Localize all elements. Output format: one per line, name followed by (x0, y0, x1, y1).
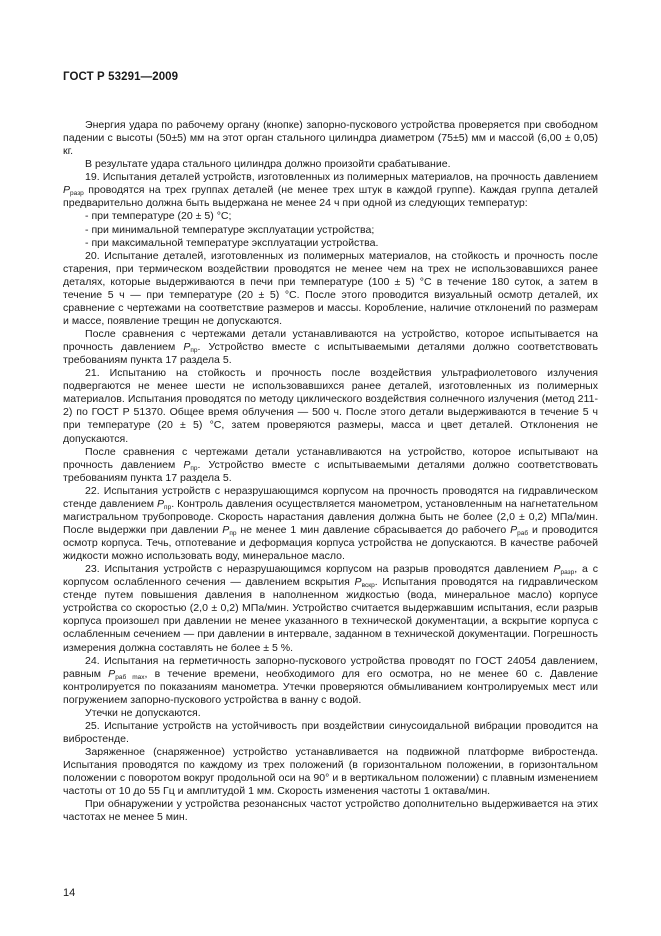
paragraph: Заряженное (снаряженное) устройство устанавливается на подвижной платформе вибростенда. Испытания проводятся по каждому из трех положений (в горизонтальном положении, в горизонтальном положении с поворотом вокруг продольной оси на 90° и в вертикальном положении) с плавным изменением частоты от 10 до 55 Гц и амплитудой 1 мм. Скорость изменения частоты 1 октава/мин. (63, 746, 598, 798)
list-item: - при температуре (20 ± 5) °С; (85, 210, 232, 223)
pressure-subscript: пр (190, 347, 198, 355)
pressure-subscript: пр (229, 529, 237, 537)
pressure-subscript: вскр (361, 582, 375, 590)
page-number: 14 (63, 887, 76, 899)
page-footer (63, 887, 75, 899)
paragraph-item-25: 25. Испытание устройств на устойчивость при воздействии синусоидальной вибрации проводится на вибростенде. (63, 719, 598, 745)
paragraph: Энергия удара по рабочему органу (кнопке) запорно-пускового устройства проверяется при свободном падении с высоты (50±5) мм на этот орган стального цилиндра диаметром (75±5) мм и массой (6,00 ± 0,05) кг. (63, 119, 598, 158)
document-body (63, 119, 598, 824)
pressure-subscript: пр (190, 464, 198, 472)
pressure-symbol: P (553, 563, 561, 576)
pressure-subscript: разр (560, 569, 575, 577)
pressure-symbol: P (354, 576, 362, 589)
document-header (63, 71, 178, 83)
pressure-symbol: P (183, 458, 191, 471)
paragraph: После сравнения с чертежами детали устанавливаются на устройство, которое испытывается на прочность давлением $P_{пр}$. Устройство вместе с испытываемыми деталями должно соответствовать требованиям пункта 17 раздела 5. (63, 328, 598, 367)
pressure-symbol: P (510, 523, 518, 536)
pressure-symbol: P (157, 497, 165, 510)
standard-number: ГОСТ Р 53291—2009 (63, 71, 179, 83)
paragraph-item-21: 21. Испытанию на стойкость и прочность после воздействия ультрафиолетового излучения подвергаются не менее шести не использовавшихся ранее деталей, изготовленных из полимерных материалов. Испытания проводятся по методу циклического воздействия солнечного излучения (метод 211-2) по ГОСТ Р 51370. Общее время облучения — 500 ч. После этого детали выдерживаются в течение 5 ч при температуре (20 ± 5) °С, затем проверяются размеры, масса и цвет деталей. Отклонения не допускаются. (63, 367, 598, 445)
pressure-symbol: P (222, 523, 230, 536)
pressure-subscript: раб max (115, 673, 145, 681)
paragraph-item-19: 19. Испытания деталей устройств, изготовленных из полимерных материалов, на прочность давлением $P_{разр}$ проводятся на трех группах деталей (не менее трех штук в каждой группе). Каждая группа деталей предварительно должна быть выдержана не менее 24 ч при одной из следующих температур: (63, 171, 598, 210)
pressure-subscript: раб (517, 529, 529, 537)
paragraph-item-20: 20. Испытание деталей, изготовленных из полимерных материалов, на стойкость и прочность после старения, при термическом воздействии проводятся не менее чем на трех не использовавшихся ранее деталях, которые выдерживаются в печи при температуре (100 ± 5) °С в течение 180 суток, а затем в течение 5 ч — при температуре (20 ± 5) °С. После этого проводится визуальный осмотр деталей, их сравнение с чертежами на соответствие размеров и массы. Коробление, наличие отклонений по размерам и массе, появление трещин не допускаются. (63, 249, 598, 327)
paragraph-item-24: 24. Испытания на герметичность запорно-пускового устройства проводят по ГОСТ 24054 давлением, равным $P_{раб max}$, в течение времени, необходимого для его осмотра, но не менее 60 с. Давление контролируется по показаниям манометра. Утечки проверяются обмыливанием контролируемых мест или погружением запорно-пускового устройства в ванну с водой. (63, 654, 598, 706)
pressure-symbol: P (108, 667, 116, 680)
paragraph: Утечки не допускаются. (85, 706, 201, 719)
paragraph: В результате удара стального цилиндра должно произойти срабатывание. (85, 158, 451, 171)
pressure-symbol: P (63, 184, 71, 197)
pressure-subscript: разр (70, 190, 84, 198)
paragraph-item-23: 23. Испытания устройств с неразрушающимся корпусом на разрыв проводятся давлением $P_{разр}$, а с корпусом ослабленного сечения — давлением вскрытия $P_{вскр}$. Испытания проводятся на гидравлическом стенде путем повышения давления в наполненном жидкостью (вода, минеральное масло) корпусе устройства со скоростью (2,0 ± 0,2) МПа/мин. Устройство считается выдержавшим испытания, если разрыв корпуса произошел при давлении не менее указанного в технической документации, а вскрытие корпуса с ослабленным сечением — при давлении в интервале, заданном в технической документации. Погрешность измерения должна составлять не более ± 5 %. (63, 563, 598, 654)
paragraph-item-22: 22. Испытания устройств с неразрушающимся корпусом на прочность проводятся на гидравлическом стенде давлением $P_{пр}$. Контроль давления осуществляется манометром, установленным на нагнетательном магистральном трубопроводе. Скорость нарастания давления должна быть не более (2,0 ± 0,2) МПа/мин. После выдержки при давлении $P_{пр}$ не менее 1 мин давление сбрасывается до рабочего $P_{раб}$ и проводится осмотр корпуса. Течь, отпотевание и деформация корпуса устройства не допускаются. В качестве рабочей жидкости можно использовать воду, минеральное масло. (63, 484, 599, 563)
list-item: - при максимальной температуре эксплуатации устройства. (85, 236, 379, 249)
paragraph: При обнаружении у устройства резонансных частот устройство дополнительно выдерживается на этих частотах не менее 5 мин. (63, 798, 598, 824)
paragraph: После сравнения с чертежами детали устанавливаются на устройство, которое испытывают на прочность давлением $P_{пр}$. Устройство вместе с испытываемыми деталями должно соответствовать требованиям пункта 17 раздела 5. (63, 445, 598, 484)
list-item: - при минимальной температуре эксплуатации устройства; (85, 223, 375, 236)
pressure-symbol: P (183, 341, 191, 354)
pressure-subscript: пр (164, 503, 172, 511)
